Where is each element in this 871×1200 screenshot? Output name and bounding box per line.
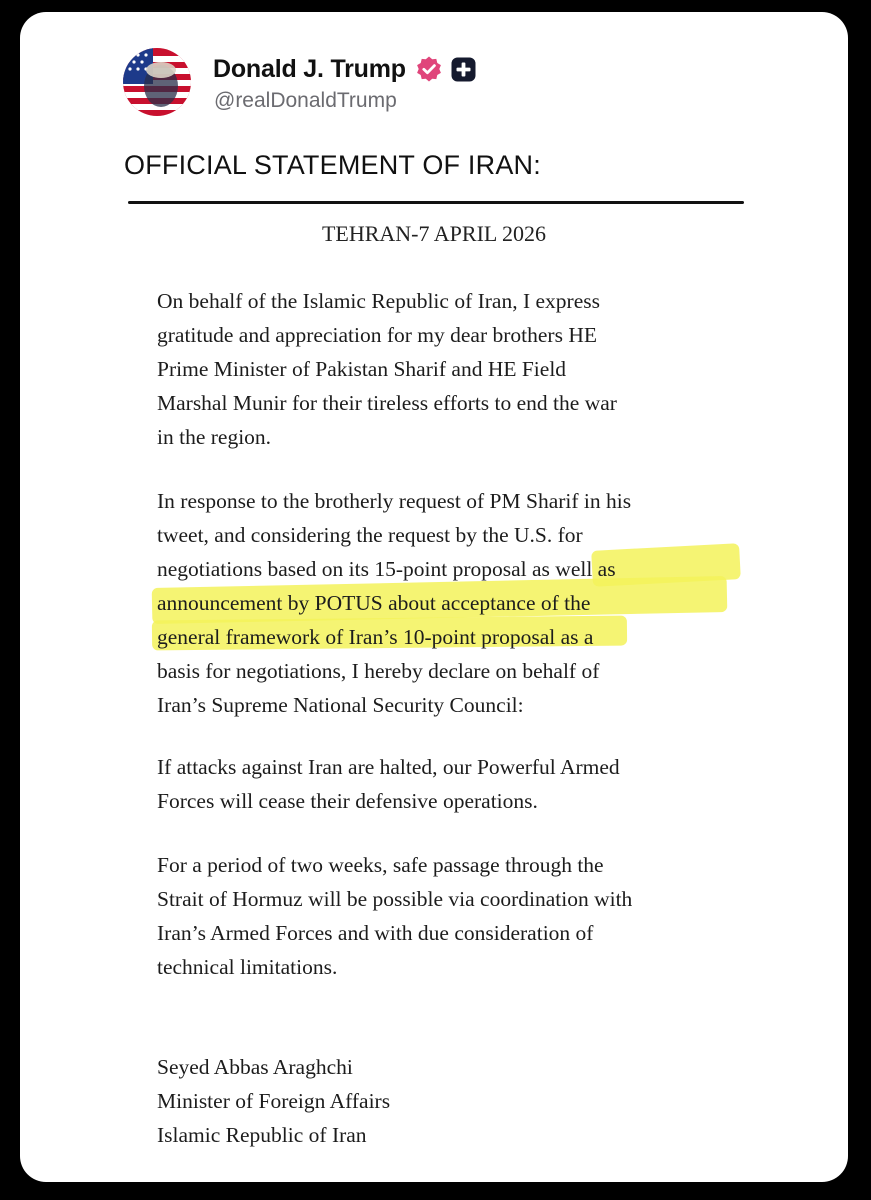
statement-paragraph-3 [157, 750, 620, 818]
avatar[interactable] [123, 48, 191, 116]
text-line: Prime Minister of Pakistan Sharif and HE Field [157, 357, 567, 381]
author-handle[interactable]: @realDonaldTrump [214, 89, 397, 112]
signatory-title: Minister of Foreign Affairs [157, 1089, 391, 1113]
text-line: general framework of Iran’s 10-point proposal as a [157, 625, 594, 649]
text-line: Strait of Hormuz will be possible via coordination with [157, 887, 633, 911]
text-line: announcement by POTUS about acceptance of the [157, 591, 591, 615]
text-line: If attacks against Iran are halted, our Powerful Armed [157, 755, 620, 779]
author-name[interactable]: Donald J. Trump [213, 54, 406, 83]
text-line: In response to the brotherly request of PM Sharif in his [157, 489, 632, 513]
text-line: in the region. [157, 425, 272, 449]
text-line: Forces will cease their defensive operations. [157, 789, 538, 813]
author-row [213, 52, 476, 86]
text-line: Marshal Munir for their tireless efforts to end the war [157, 391, 617, 415]
statement-signature [157, 1050, 390, 1152]
avatar-image [123, 48, 191, 116]
text-line: gratitude and appreciation for my dear brothers HE [157, 323, 597, 347]
statement-paragraph-2 [157, 484, 631, 722]
statement-paragraph-1 [157, 284, 617, 454]
signatory-name: Seyed Abbas Araghchi [157, 1055, 353, 1079]
statement-paragraph-4 [157, 848, 632, 984]
text-line: Iran’s Supreme National Security Council: [157, 693, 524, 717]
verified-badge-icon [415, 55, 443, 83]
text-line: For a period of two weeks, safe passage through the [157, 853, 604, 877]
post-text: OFFICIAL STATEMENT OF IRAN: [124, 150, 541, 180]
text-line: technical limitations. [157, 955, 338, 979]
statement-date-line: TEHRAN-7 APRIL 2026 [321, 221, 547, 246]
text-line: On behalf of the Islamic Republic of Iran, I express [157, 289, 600, 313]
text-line: negotiations based on its 15-point proposal as well as [157, 557, 616, 581]
text-line: tweet, and considering the request by the U.S. for [157, 523, 583, 547]
plus-badge-icon [451, 57, 476, 82]
signatory-country: Islamic Republic of Iran [157, 1123, 367, 1147]
text-line: Iran’s Armed Forces and with due consideration of [157, 921, 594, 945]
document-divider [128, 201, 744, 204]
post-card [20, 12, 848, 1182]
text-line: basis for negotiations, I hereby declare on behalf of [157, 659, 600, 683]
